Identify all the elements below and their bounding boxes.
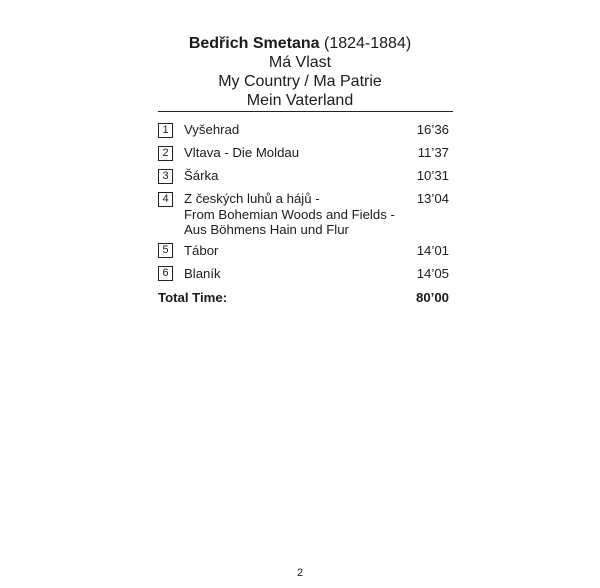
track-number-box: 1 xyxy=(158,123,173,138)
page-number: 2 xyxy=(296,567,304,579)
track-title-line: Tábor xyxy=(184,242,219,258)
track-row xyxy=(158,168,451,186)
track-duration: 14’05 xyxy=(416,265,449,281)
track-duration: 13’04 xyxy=(416,191,449,206)
track-row xyxy=(158,145,451,163)
track-list xyxy=(158,122,451,289)
total-time-value: 80’00 xyxy=(415,290,449,305)
track-row xyxy=(158,266,451,284)
track-duration: 14’01 xyxy=(416,242,449,258)
track-title-line: From Bohemian Woods and Fields - xyxy=(184,206,395,222)
composer-line xyxy=(0,34,600,53)
track-number-box: 5 xyxy=(158,243,173,258)
track-title xyxy=(184,122,399,138)
track-number-box: 3 xyxy=(158,169,173,184)
track-duration: 10’31 xyxy=(416,168,449,183)
track-row xyxy=(158,122,451,140)
work-title-translation-1: My Country / Ma Patrie xyxy=(218,73,382,90)
track-title xyxy=(184,145,399,161)
track-number-box: 2 xyxy=(158,146,173,161)
track-title-line: Vyšehrad xyxy=(184,122,240,137)
total-time-row xyxy=(158,290,449,306)
track-title xyxy=(184,168,399,184)
track-number-box: 4 xyxy=(158,192,173,207)
track-title-line: Vltava - Die Moldau xyxy=(184,145,300,160)
track-title xyxy=(184,266,399,282)
composer-years: (1824-1884) xyxy=(324,35,412,52)
track-duration: 11’37 xyxy=(417,145,449,160)
track-title xyxy=(184,191,399,238)
track-row xyxy=(158,191,451,238)
track-title-line: Blaník xyxy=(184,265,221,281)
total-time-label: Total Time: xyxy=(158,290,228,305)
track-title-line: Šárka xyxy=(184,168,219,183)
track-title-line: Aus Böhmens Hain und Flur xyxy=(184,222,349,237)
track-title xyxy=(184,243,399,259)
track-row xyxy=(158,243,451,261)
track-title-line: Z českých luhů a hájů - xyxy=(184,191,320,206)
album-header xyxy=(0,34,600,110)
track-duration: 16’36 xyxy=(416,122,449,137)
work-title: Má Vlast xyxy=(268,54,332,71)
composer-name: Bedřich Smetana xyxy=(188,35,320,52)
track-number-box: 6 xyxy=(158,266,173,281)
header-divider xyxy=(158,111,453,112)
work-title-translation-2: Mein Vaterland xyxy=(246,92,354,109)
